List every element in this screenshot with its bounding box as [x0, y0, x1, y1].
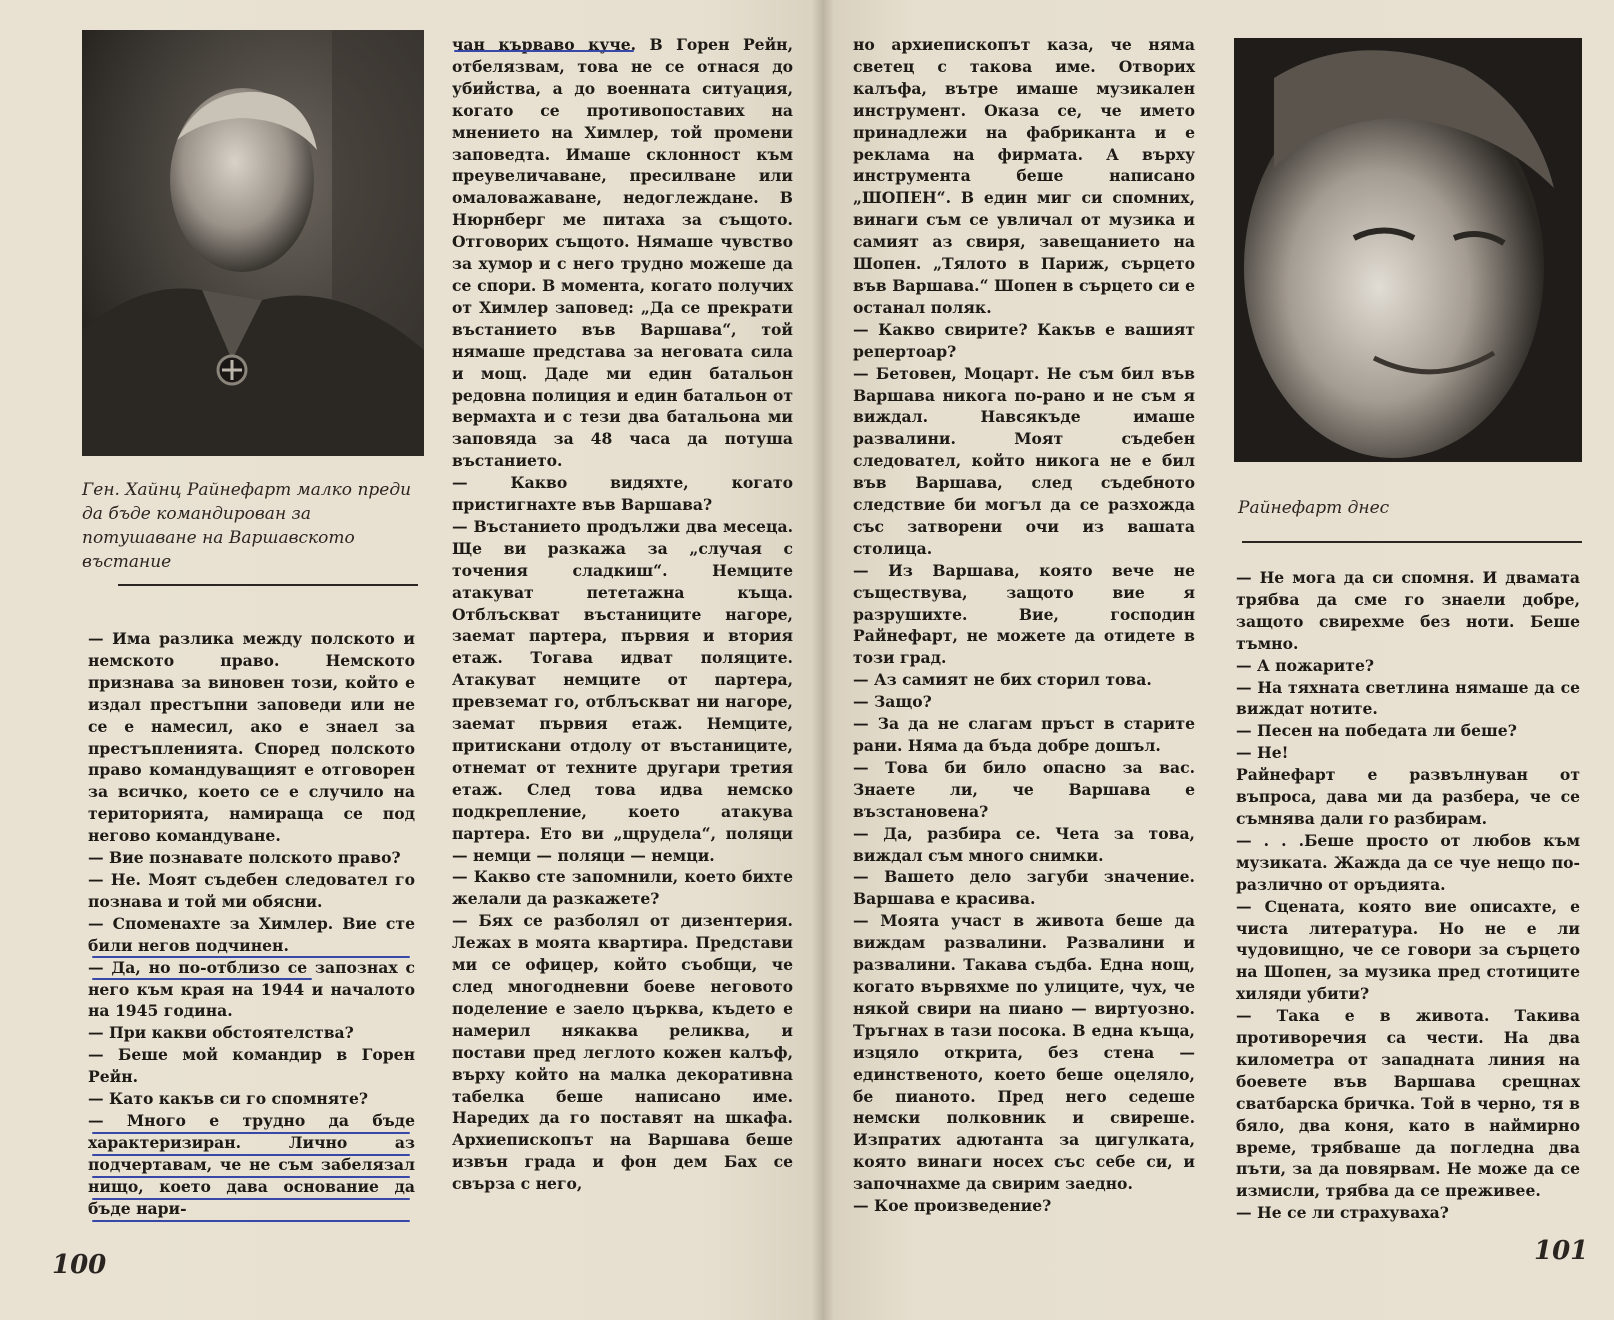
paragraph: — Споменахте за Химлер. Вие сте били негов подчинен. [88, 913, 415, 955]
paragraph: — Да, но по-отблизо се запознах с него към края на 1944 и началото на 1945 година. [88, 957, 415, 1021]
left-caption-rule [118, 584, 418, 586]
paragraph: — Моята участ в живота беше да виждам развалини. Развалини и развалини. Такава съдба. Една нощ, когато вървяхме по улиците, чух, че някой свири на пиано — виртуозно. Тръгнах в тази посока. В една къща, изцяло открита, без стена — единственото, което беше оцеляло, бе пианото. Пред него седеше немски полковник и свиреше. Изпратих адютанта за цигулката, която винаги носех със себе си, и започнахме да свирим заедно. [853, 911, 1195, 1194]
paragraph: — Какво свирите? Какъв е вашият репертоар? [853, 319, 1195, 361]
ink-underline [92, 1154, 410, 1156]
page-number-left: 100 [52, 1250, 107, 1280]
paragraph: — Какво видяхте, когато пристигнахте във Варшава? [452, 473, 793, 515]
right-caption-rule [1242, 541, 1582, 543]
paragraph: — Не се ли страхуваха? [1236, 1203, 1449, 1223]
right-column-1 [853, 34, 1195, 1217]
ink-underline [92, 1176, 410, 1178]
paragraph: — А пожарите? [1236, 655, 1375, 675]
paragraph: — Има разлика между полското и немското право. Немското признава за виновен този, който е издал престъпни заповеди или не се е намесил, ако е знаел за престъпленията. Според полското право командуващият е отговорен за всичко, което се е случило на територията, намираща се под негово командуване. [88, 629, 415, 846]
ink-underline [92, 978, 312, 980]
paragraph: — Не! [1236, 743, 1289, 763]
paragraph: Райнефарт е развълнуван от въпроса, дава ми да разбера, че се съмнява дали го разбирам. [1236, 765, 1580, 828]
paragraph: — Кое произведение? [853, 1196, 1052, 1216]
paragraph: но архиепископът каза, че няма светец с такова име. Отворих калъфа, вътре имаше музикален инструмент. Оказа се, че името принадлежи на фабриканта и е реклама на фирмата. А върху инструмента беше написано „ШОПЕН“. В един миг си спомних, винаги съм се увличал от музика и самият аз свиря, завещанието на Шопен. „Тялото в Париж, сърцето във Варшава.“ Шопен в сърцето си е останал поляк. [853, 35, 1195, 317]
right-column-2 [1236, 567, 1580, 1224]
paragraph: — Това би било опасно за вас. Знаете ли, че Варшава е възстановена? [853, 757, 1195, 821]
paragraph: — Така е в живота. Такива противоречия са чести. На два километра от западната линия на боевете във Варшава срещнах сватбарска бричка. Той в черно, тя в бяло, два коня, като в наймирно време, трябваше да погледна два пъти, за да повярвам. Не може да се измисли, трябва да се преживее. [1236, 1006, 1580, 1201]
paragraph: — Защо? [853, 692, 932, 712]
ink-underline [92, 956, 410, 958]
general-photo-caption: Ген. Хайнц Райнефарт малко преди да бъде командирован за потушаване на Варшавското въстание [82, 480, 412, 572]
reinefarth-today-photo [1234, 38, 1582, 462]
ink-underline [92, 1220, 410, 1222]
ink-underline [454, 50, 634, 52]
left-column-2 [452, 34, 793, 1195]
paragraph: — Какво сте запомнили, което бихте желали да разкажете? [452, 867, 793, 909]
book-gutter [812, 0, 834, 1320]
paragraph: — Като какъв си го спомняте? [88, 1089, 369, 1109]
general-portrait-photo [82, 30, 424, 456]
paragraph: чан кърваво куче. В Горен Рейн, отбелязвам, това не се отнася до убийства, а до военната ситуация, когато се противопоставих на мнението на Химлер, той промени заповедта. Имаше склонност към преувеличаване, пресилване или омаловажаване, недоглеждане. В Нюрнберг ме питаха за същото. Отговорих същото. Нямаше чувство за хумор и с него трудно можеше да се спори. В момента, когато получих от Химлер заповед: „Да се прекрати въстанието във Варшава“, той нямаше представа за неговата сила и мощ. Даде ми един батальон редовна полиция и един батальон от вермахта и с тези два батальона ми заповяда за 48 часа да потуша въстанието. [452, 35, 793, 471]
paragraph: — . . .Беше просто от любов към музиката. Жажда да се чуе нещо по-различно от оръдията. [1236, 830, 1580, 894]
reinefarth-photo-caption: Райнефарт днес [1238, 498, 1390, 518]
paragraph: — Не. Моят съдебен следовател го познава и той ми обясни. [88, 869, 415, 911]
paragraph: — Не мога да си спомня. И двамата трябва да сме го знаели добре, защото свирехме без ноти. Беше тъмно. [1236, 568, 1580, 653]
paragraph: — За да не слагам пръст в старите рани. Няма да бъда добре дошъл. [853, 714, 1195, 755]
paragraph: — Бетовен, Моцарт. Не съм бил във Варшава никога по-рано и не съм я виждал. Навсякъде имаше развалини. Моят съдебен следовател, който никога не е бил във Варшава, след съдебното следствие би могъл да се разхожда със затворени очи из вашата столица. [853, 363, 1195, 558]
ink-underline [92, 1198, 410, 1200]
left-column-1 [88, 628, 415, 1219]
paragraph: — Аз самият не бих сторил това. [853, 670, 1152, 690]
ink-underline [92, 1132, 410, 1134]
paragraph: — Сцената, която вие описахте, е чиста литература. Но не е ли чудовищно, че се говори за сърцето на Шопен, за музика пред стотиците хиляди убити? [1236, 896, 1580, 1004]
page-number-right: 101 [1534, 1236, 1589, 1266]
paragraph: — На тяхната светлина нямаше да се виждат нотите. [1236, 677, 1580, 719]
paragraph: — Песен на победата ли беше? [1236, 721, 1517, 741]
paragraph: — Вие познавате полското право? [88, 848, 401, 868]
paragraph: — Въстанието продължи два месеца. Ще ви разкажа за „случая с точения сладкиш“. Немците атакуват пететажна къща. Отблъскват въстаниците нагоре, заемат партера, първия и втория етаж. Тогава идват поляците. Атакуват немците от партера, превземат го, отблъскват ни нагоре, заемат първия етаж. Немците, притискани отдолу от въстаниците, отнемат от техните другари третия етаж. След това идва немско подкрепление, което атакува партера. Ето ви „щрудела“, поляци — немци — поляци — немци. [452, 516, 793, 865]
paragraph: — Беше мой командир в Горен Рейн. [88, 1045, 415, 1087]
paragraph: — Много е трудно да бъде характеризиран. Лично аз подчертавам, че не съм забелязал нищо, което дава основание да бъде нари- [88, 1110, 415, 1218]
paragraph: — Из Варшава, която вече не съществува, защото вие я разрушихте. Вие, господин Райнефарт, не можете да отидете в този град. [853, 560, 1195, 668]
paragraph: — При какви обстоятелства? [88, 1023, 354, 1043]
paragraph: — Бях се разболял от дизентерия. Лежах в моята квартира. Представи ми се офицер, който съобщи, че след многодневни боеве неговото поделение е заело църква, където е намерил някаква реликва, и постави пред леглото кожен калъф, върху който на малка декоративна табелка беше написано име. Наредих да го поставят на шкафа. Архиепископът на Варшава беше извън града и фон дем Бах се свърза с него, [452, 911, 793, 1194]
paragraph: — Да, разбира се. Чета за това, виждал съм много снимки. [853, 823, 1195, 865]
paragraph: — Вашето дело загуби значение. Варшава е красива. [853, 867, 1195, 909]
